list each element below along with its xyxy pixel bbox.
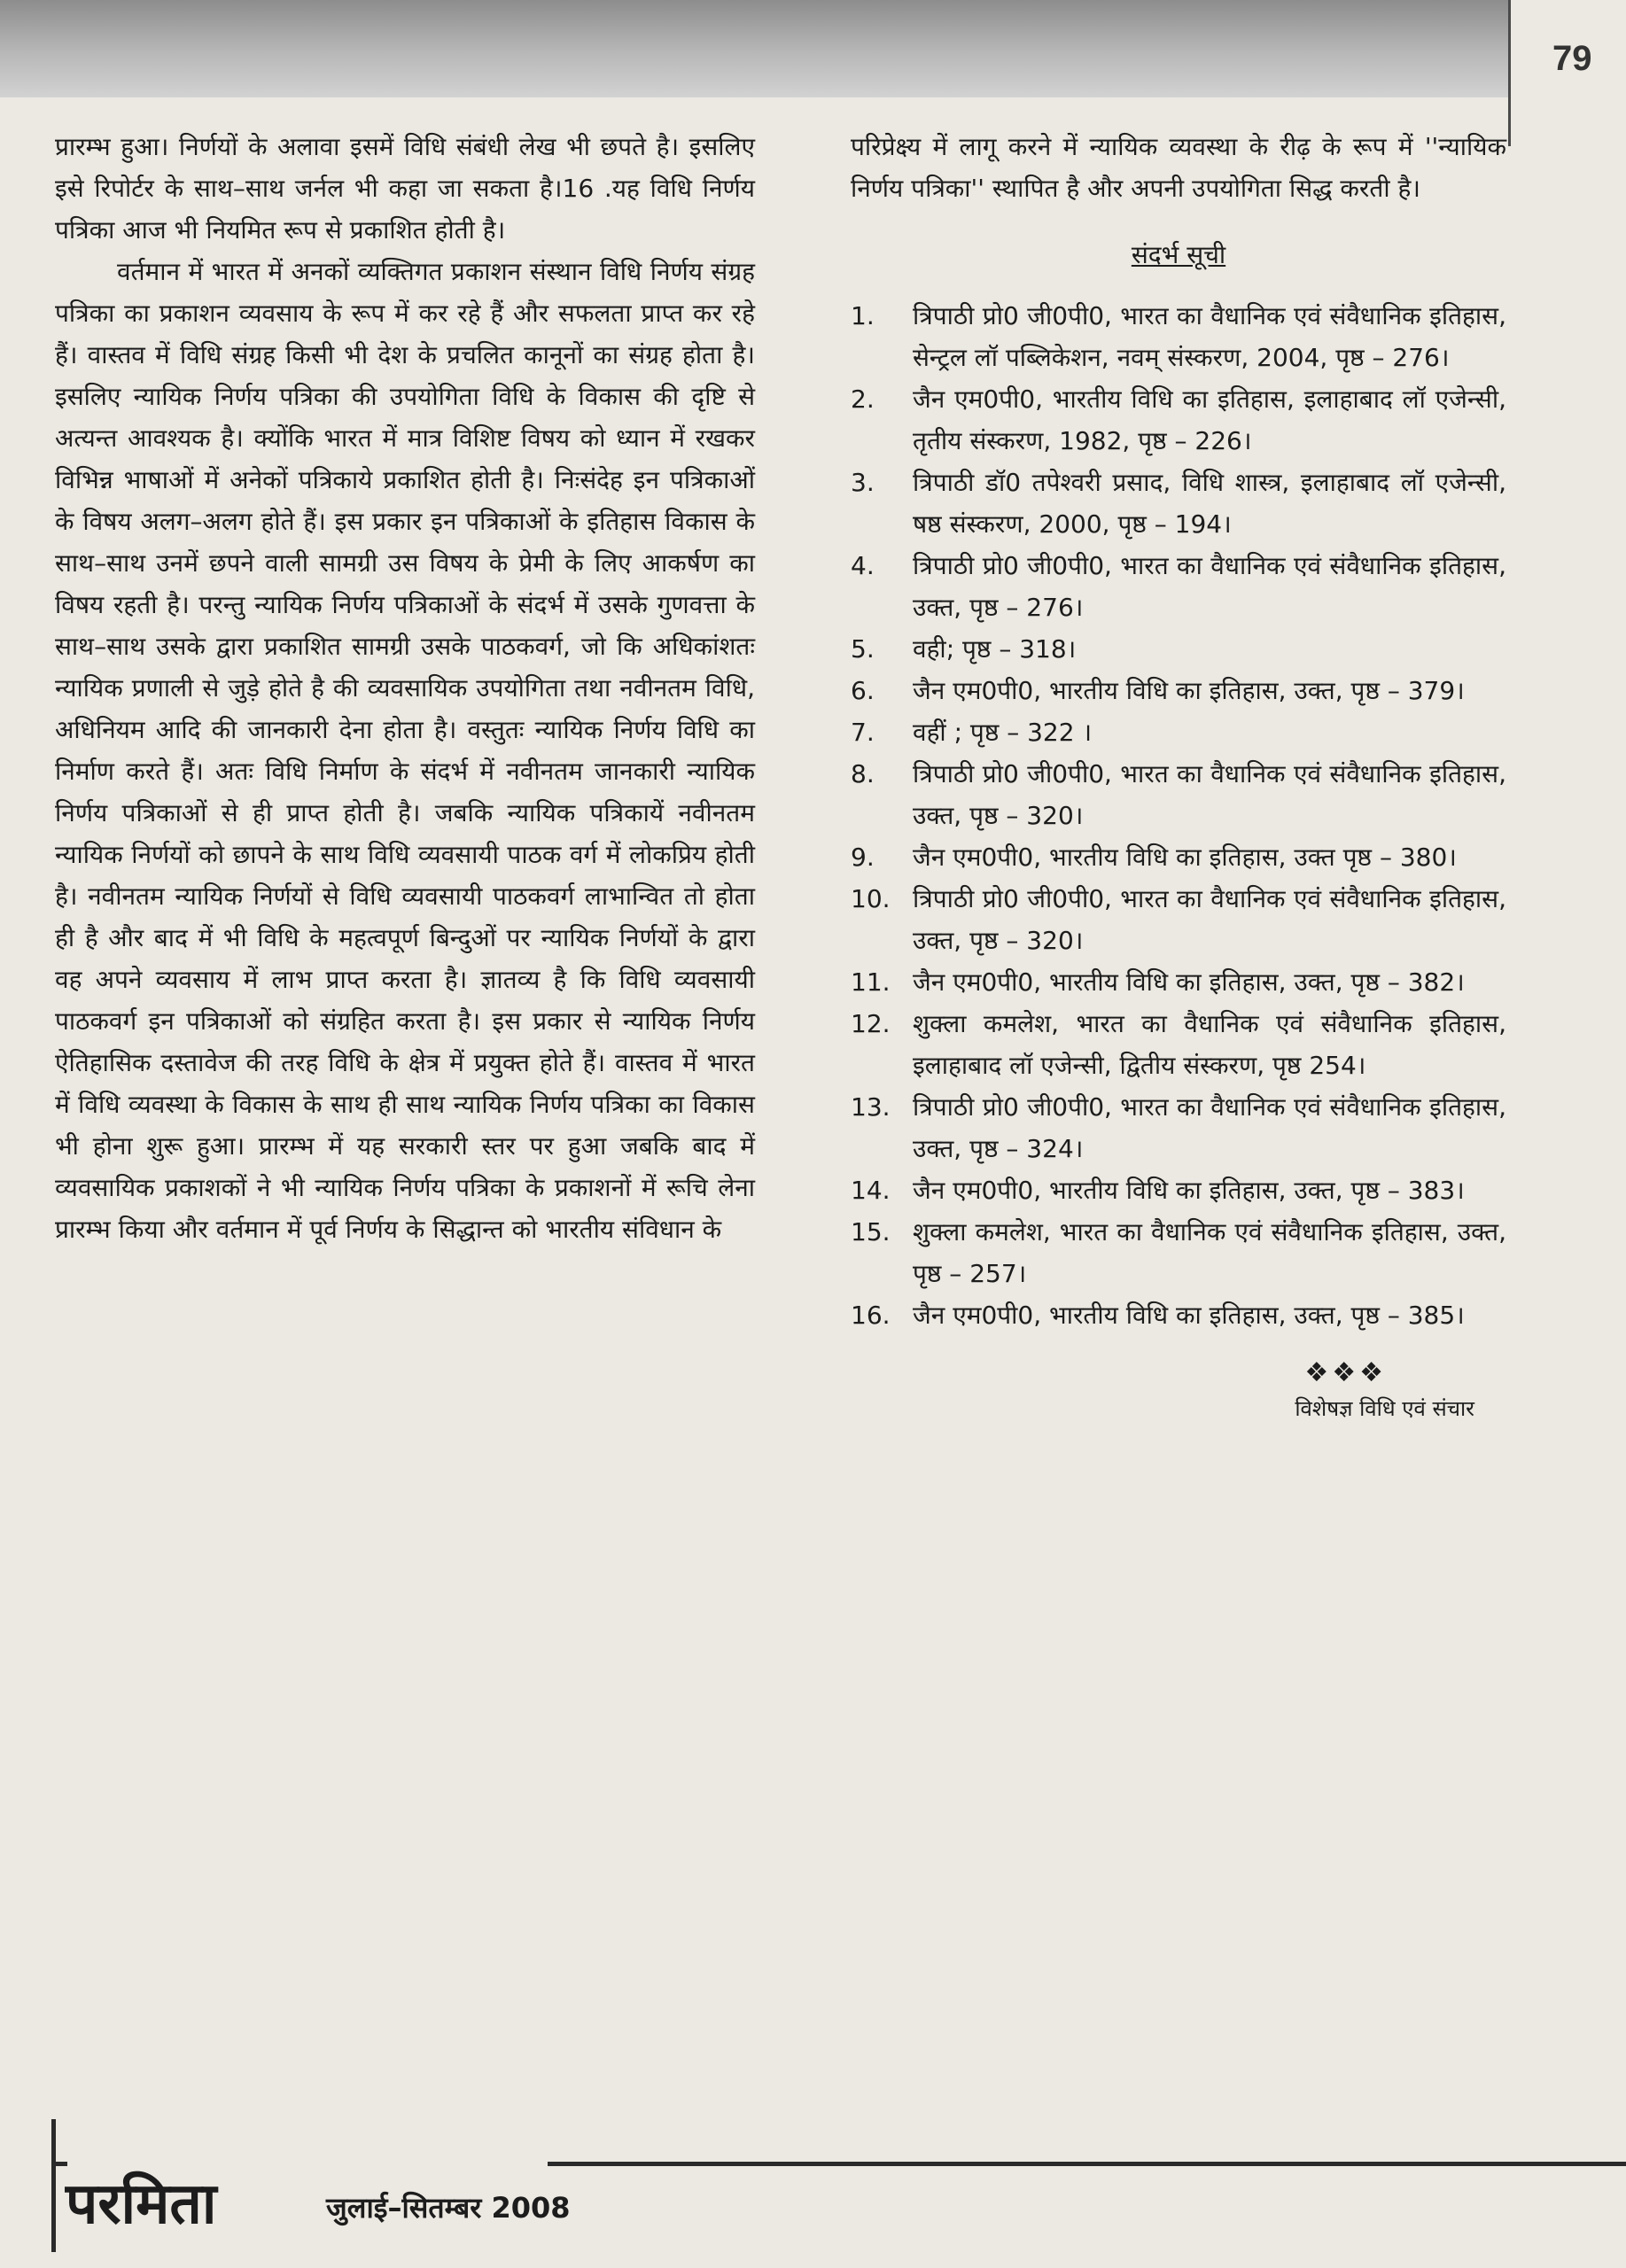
reference-item: [851, 961, 1506, 1003]
reference-text: त्रिपाठी प्रो0 जी0पी0, भारत का वैधानिक एवं संवैधानिक इतिहास, उक्त, पृष्ठ – 276।: [913, 551, 1506, 622]
references-heading: संदर्भ सूची: [1131, 240, 1226, 269]
reference-number: 6.: [851, 676, 875, 705]
reference-item: [851, 753, 1506, 836]
left-column: [55, 126, 755, 1250]
reference-text: जैन एम0पी0, भारतीय विधि का इतिहास, उक्त, पृष्ठ – 385।: [913, 1301, 1465, 1330]
reference-item: [851, 462, 1506, 545]
reference-item: [851, 711, 1506, 753]
reference-item: [851, 295, 1506, 378]
reference-item: [851, 1169, 1506, 1211]
header-divider: [1508, 0, 1511, 146]
header-band: [0, 0, 1508, 97]
reference-text: त्रिपाठी प्रो0 जी0पी0, भारत का वैधानिक एवं संवैधानिक इतिहास, उक्त, पृष्ठ – 324।: [913, 1092, 1506, 1163]
paragraph: परिप्रेक्ष्य में लागू करने में न्यायिक व्यवस्था के रीढ़ के रूप में ''न्यायिक निर्णय पत्रिका'' स्थापित है और अपनी उपयोगिता सिद्ध करती है।: [851, 132, 1506, 203]
right-column: [851, 126, 1506, 1424]
reference-item: [851, 1003, 1506, 1086]
reference-text: शुक्ला कमलेश, भारत का वैधानिक एवं संवैधानिक इतिहास, इलाहाबाद लॉ एजेन्सी, द्वितीय संस्करण, पृष्ठ 254।: [913, 1009, 1506, 1080]
reference-number: 14.: [851, 1176, 891, 1205]
author-signoff: विशेषज्ञ विधि एवं संचार: [1295, 1396, 1474, 1421]
reference-number: 5.: [851, 634, 875, 664]
ornament-divider: ❖❖❖: [1304, 1357, 1387, 1388]
reference-number: 8.: [851, 759, 875, 788]
reference-item: [851, 628, 1506, 670]
footer-rule-left: [51, 2162, 67, 2166]
reference-text: जैन एम0पी0, भारतीय विधि का इतिहास, उक्त पृष्ठ – 380।: [913, 843, 1457, 872]
magazine-logo: परमिता: [66, 2171, 217, 2237]
reference-item: [851, 378, 1506, 462]
reference-number: 3.: [851, 468, 875, 497]
reference-text: वही; पृष्ठ – 318।: [913, 634, 1077, 664]
reference-number: 10.: [851, 884, 891, 913]
reference-item: [851, 836, 1506, 878]
reference-item: [851, 545, 1506, 628]
reference-text: जैन एम0पी0, भारतीय विधि का इतिहास, उक्त, पृष्ठ – 382।: [913, 967, 1465, 997]
reference-text: त्रिपाठी प्रो0 जी0पी0, भारत का वैधानिक एवं संवैधानिक इतिहास, उक्त, पृष्ठ – 320।: [913, 884, 1506, 955]
page-number: 79: [1552, 39, 1592, 78]
reference-number: 12.: [851, 1009, 891, 1038]
reference-number: 2.: [851, 384, 875, 414]
paragraph: वर्तमान में भारत में अनकों व्यक्तिगत प्रकाशन संस्थान विधि निर्णय संग्रह पत्रिका का प्रकाशन व्यवसाय के रूप में कर रहे हैं और सफलता प्राप्त कर रहे हैं। वास्तव में विधि संग्रह किसी भी देश के प्रचलित कानूनों का संग्रह होता है। इसलिए न्यायिक निर्णय पत्रिका की उपयोगिता विधि के विकास की दृष्टि से अत्यन्त आवश्यक है। क्योंकि भारत में मात्र विशिष्ट विषय को ध्यान में रखकर विभिन्न भाषाओं में अनेकों पत्रिकाये प्रकाशित होती है। निःसंदेह इन पत्रिकाओं के विषय अलग–अलग होते हैं। इस प्रकार इन पत्रिकाओं के इतिहास विकास के साथ–साथ उनमें छपने वाली सामग्री उस विषय के प्रेमी के लिए आकर्षण का विषय रहती है। परन्तु न्यायिक निर्णय पत्रिकाओं के संदर्भ में उसके गुणवत्ता के साथ–साथ उसके द्वारा प्रकाशित सामग्री उसके पाठकवर्ग, जो कि अधिकांशतः न्यायिक प्रणाली से जुड़े होते है की व्यवसायिक उपयोगिता तथा नवीनतम विधि, अधिनियम आदि की जानकारी देना होता है। वस्तुतः न्यायिक निर्णय विधि का निर्माण करते हैं। अतः विधि निर्माण के संदर्भ में नवीनतम जानकारी न्यायिक निर्णय पत्रिकाओं से ही प्राप्त होती है। जबकि न्यायिक पत्रिकायें नवीनतम न्यायिक निर्णयों को छापने के साथ विधि व्यवसायी पाठक वर्ग में लोकप्रिय होती है। नवीनतम न्यायिक निर्णयों से विधि व्यवसायी पाठकवर्ग लाभान्वित तो होता ही है और बाद में भी विधि के महत्वपूर्ण बिन्दुओं पर न्यायिक निर्णयों के द्वारा वह अपने व्यवसाय में लाभ प्राप्त करता है। ज्ञातव्य है कि विधि व्यवसायी पाठकवर्ग इन पत्रिकाओं को संग्रहित करता है। इस प्रकार से न्यायिक निर्णय ऐतिहासिक दस्तावेज की तरह विधि के क्षेत्र में प्रयुक्त होते हैं। वास्तव में भारत में विधि व्यवस्था के विकास के साथ ही साथ न्यायिक निर्णय पत्रिका का विकास भी होना शुरू हुआ। प्रारम्भ में यह सरकारी स्तर पर हुआ जबकि बाद में व्यवसायिक प्रकाशकों ने भी न्यायिक निर्णय पत्रिका के प्रकाशनों में रूचि लेना प्रारम्भ किया और वर्तमान में पूर्व निर्णय के सिद्धान्त को भारतीय संविधान के: [55, 257, 755, 1244]
reference-number: 9.: [851, 843, 875, 872]
reference-number: 4.: [851, 551, 875, 580]
footer-rule-right: [548, 2162, 1626, 2166]
reference-number: 16.: [851, 1301, 891, 1330]
reference-item: [851, 1294, 1506, 1336]
reference-text: त्रिपाठी डॉ0 तपेश्वरी प्रसाद, विधि शास्त्र, इलाहाबाद लॉ एजेन्सी, षष्ठ संस्करण, 2000, पृष्ठ – 194।: [913, 468, 1506, 539]
reference-item: [851, 670, 1506, 711]
issue-date: जुलाई–सितम्बर 2008: [326, 2191, 571, 2225]
footer-vertical-rule: [51, 2119, 56, 2252]
reference-text: त्रिपाठी प्रो0 जी0पी0, भारत का वैधानिक एवं संवैधानिक इतिहास, उक्त, पृष्ठ – 320।: [913, 759, 1506, 830]
reference-text: जैन एम0पी0, भारतीय विधि का इतिहास, उक्त, पृष्ठ – 379।: [913, 676, 1465, 705]
reference-text: त्रिपाठी प्रो0 जी0पी0, भारत का वैधानिक एवं संवैधानिक इतिहास, सेन्ट्रल लॉ पब्लिकेशन, नवम् संस्करण, 2004, पृष्ठ – 276।: [913, 301, 1506, 372]
reference-number: 15.: [851, 1217, 891, 1247]
reference-number: 11.: [851, 967, 891, 997]
reference-item: [851, 1086, 1506, 1169]
reference-list: [851, 295, 1506, 1336]
reference-item: [851, 1211, 1506, 1294]
reference-text: वहीं ; पृष्ठ – 322 ।: [913, 718, 1093, 747]
reference-number: 13.: [851, 1092, 891, 1122]
reference-text: जैन एम0पी0, भारतीय विधि का इतिहास, इलाहाबाद लॉ एजेन्सी, तृतीय संस्करण, 1982, पृष्ठ – 226।: [913, 384, 1506, 455]
reference-text: जैन एम0पी0, भारतीय विधि का इतिहास, उक्त, पृष्ठ – 383।: [913, 1176, 1465, 1205]
paragraph: प्रारम्भ हुआ। निर्णयों के अलावा इसमें विधि संबंधी लेख भी छपते है। इसलिए इसे रिपोर्टर के साथ–साथ जर्नल भी कहा जा सकता है।16 .यह विधि निर्णय पत्रिका आज भी नियमित रूप से प्रकाशित होती है।: [55, 132, 755, 245]
reference-number: 1.: [851, 301, 875, 330]
reference-text: शुक्ला कमलेश, भारत का वैधानिक एवं संवैधानिक इतिहास, उक्त, पृष्ठ – 257।: [913, 1217, 1506, 1288]
reference-number: 7.: [851, 718, 875, 747]
reference-item: [851, 878, 1506, 961]
